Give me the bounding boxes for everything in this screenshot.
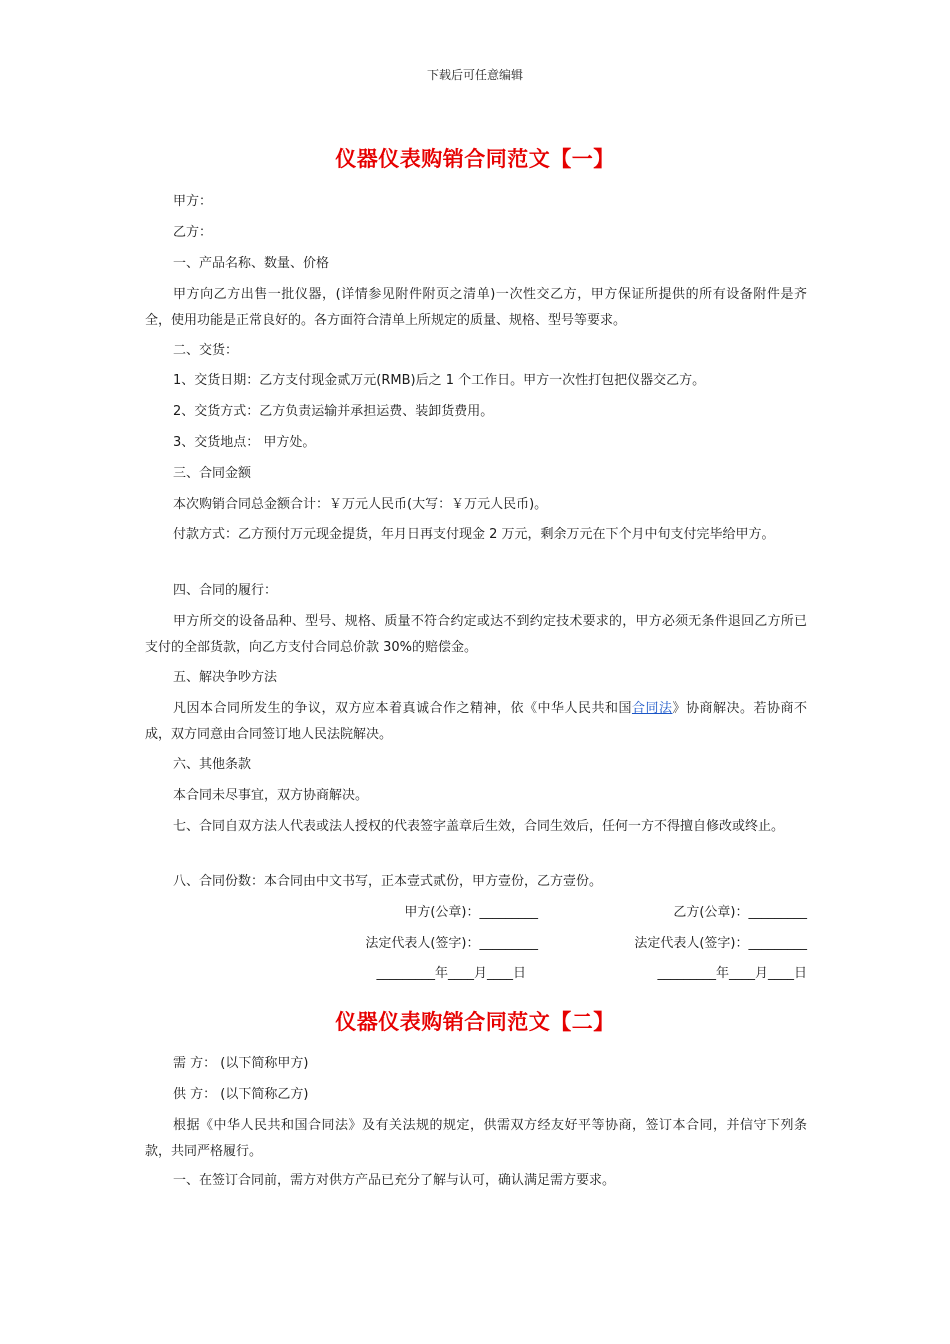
party-b-seal: 乙方(公章)：_________	[673, 905, 807, 920]
section-4-body: 甲方所交的设备品种、型号、规格、质量不符合约定或达不到约定技术要求的，甲方必须无条件退回乙方所已支付的全部货款，向乙方支付合同总价款 30%的赔偿金。	[145, 614, 807, 655]
section-3-heading: 三、合同金额	[173, 466, 252, 481]
party-a-representative: 法定代表人(签字)：_________	[365, 936, 538, 951]
section-5-heading: 五、解决争吵方法	[173, 670, 278, 685]
party-b-line: 乙方：	[173, 225, 213, 240]
supply-party-line: 供 方： (以下简称乙方)	[173, 1087, 309, 1102]
section-6-heading: 六、其他条款	[173, 757, 252, 772]
contract-2-clause-1: 一、在签订合同前，需方对供方产品已充分了解与认可，确认满足需方要求。	[173, 1173, 616, 1188]
section-1-heading: 一、产品名称、数量、价格	[173, 256, 330, 271]
contract-title-1: 仪器仪表购销合同范文【一】	[335, 147, 615, 171]
contract-2-preamble: 根据《中华人民共和国合同法》及有关法规的规定，供需双方经友好平等协商，签订本合同，并信守下列条款，共同严格履行。	[145, 1118, 807, 1159]
demand-party-line: 需 方： (以下简称甲方)	[173, 1056, 309, 1071]
section-2-heading: 二、交货：	[173, 343, 239, 358]
section-5-text-b: 》协商解决。若协商不成，双方同意由合同签订地人民法院解决。	[145, 701, 807, 742]
section-7-body: 七、合同自双方法人代表或法人授权的代表签字盖章后生效，合同生效后，任何一方不得擅自修改或终止。	[173, 819, 785, 834]
contract-law-link[interactable]: 合同法	[631, 701, 673, 716]
section-5-text-a: 凡因本合同所发生的争议，双方应本着真诚合作之精神，依《中华人民共和国	[173, 701, 632, 716]
section-6-body: 本合同未尽事宜，双方协商解决。	[173, 788, 369, 803]
party-b-representative: 法定代表人(签字)：_________	[634, 936, 807, 951]
delivery-date: 1、交货日期：乙方支付现金贰万元(RMB)后之 1 个工作日。甲方一次性打包把仪器交乙方。	[173, 373, 706, 388]
party-a-date: _________年____月____日	[376, 966, 526, 981]
header-note: 下载后可任意编辑	[426, 68, 523, 82]
section-1-body: 甲方向乙方出售一批仪器，(详情参见附件附页之清单)一次性交乙方，甲方保证所提供的所有设备附件是齐全，使用功能是正常良好的。各方面符合清单上所规定的质量、规格、型号等要求。	[145, 287, 807, 328]
party-b-date: _________年____月____日	[657, 966, 807, 981]
party-a-line: 甲方：	[173, 194, 213, 209]
delivery-method: 2、交货方式：乙方负责运输并承担运费、装卸货费用。	[173, 404, 494, 419]
contract-title-2: 仪器仪表购销合同范文【二】	[335, 1010, 615, 1034]
contract-amount: 本次购销合同总金额合计：￥万元人民币(大写：￥万元人民币)。	[173, 497, 548, 512]
section-4-heading: 四、合同的履行：	[173, 583, 278, 598]
party-a-seal: 甲方(公章)：_________	[404, 905, 538, 920]
payment-method: 付款方式：乙方预付万元现金提货，年月日再支付现金 2 万元，剩余万元在下个月中旬支付完毕给甲方。	[173, 527, 775, 542]
section-5-body	[145, 696, 807, 748]
section-8-body: 八、合同份数：本合同由中文书写，正本壹式贰份，甲方壹份，乙方壹份。	[173, 874, 603, 889]
delivery-location: 3、交货地点： 甲方处。	[173, 435, 316, 450]
